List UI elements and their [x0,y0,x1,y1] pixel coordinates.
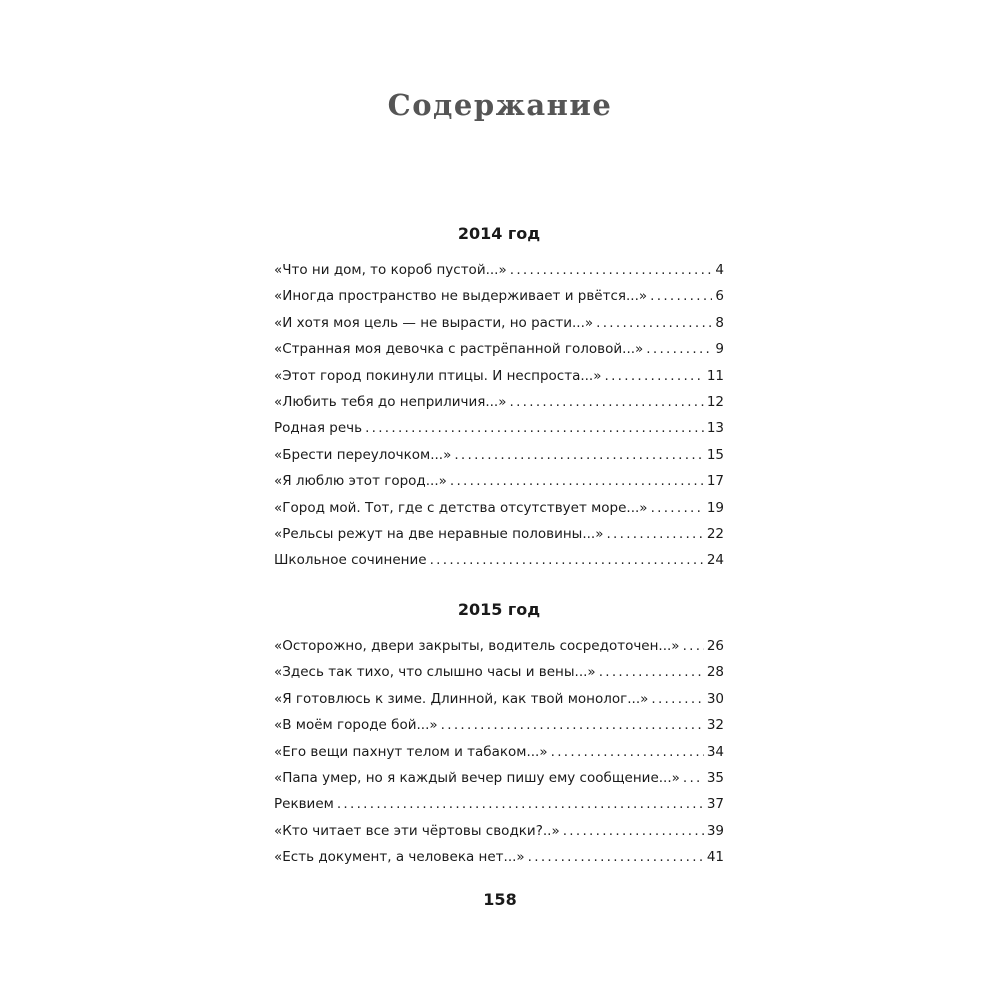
toc-list [274,633,724,871]
dot-leader [596,310,712,336]
entry-title: «Любить тебя до неприличия...» [274,393,507,410]
dot-leader [365,415,704,441]
entry-page-number: 8 [715,314,724,331]
page-number: 158 [483,890,517,909]
entry-page-number: 26 [706,638,724,654]
entry-title: «Его вещи пахнут телом и табаком...» [274,743,548,760]
dot-leader [651,686,703,712]
entry-page-number: 41 [706,849,724,866]
entry-title: «В моём городе бой...» [274,717,438,734]
entry-title: «Кто читает все эти чёртовы сводки?..» [274,822,560,839]
toc-entry [274,468,724,494]
dot-leader [606,521,703,547]
entry-title: «Папа умер, но я каждый вечер пишу ему сообщение...» [274,769,680,786]
entry-title: «Этот город покинули птицы. И неспроста...» [274,367,602,384]
toc-entry [274,495,724,521]
page-title: Содержание [387,88,613,122]
toc-entry [274,363,724,389]
toc-entry [274,442,724,468]
entry-title: Реквием [274,796,334,813]
entry-title: «Здесь так тихо, что слышно часы и вены...» [274,664,596,681]
entry-page-number: 34 [706,743,724,760]
entry-page-number: 30 [706,690,724,707]
entry-title: «Город мой. Тот, где с детства отсутствует море...» [274,499,648,516]
dot-leader [563,818,704,844]
entry-page-number: 17 [706,473,724,490]
entry-title: «Я люблю этот город...» [274,473,447,490]
toc-entry [274,415,724,441]
toc-entry [274,310,724,336]
entry-page-number: 32 [706,717,724,734]
section-heading: 2015 год [457,600,541,619]
entry-title: Родная речь [274,420,363,437]
toc-entry [274,818,724,844]
dot-leader [551,739,704,765]
dot-leader [510,389,704,415]
entry-title: «Рельсы режут на две неравные половины...» [274,525,604,542]
dot-leader [683,765,704,791]
dot-leader [604,363,703,389]
toc-entry [274,336,724,362]
dot-leader [651,495,704,521]
entry-page-number: 11 [706,367,724,384]
dot-leader [337,791,704,817]
toc-entry [274,844,724,870]
entry-page-number: 13 [706,420,724,437]
dot-leader [454,442,703,468]
toc-list [274,257,724,574]
dot-leader [683,633,704,659]
entry-title: «Иногда пространство не выдерживает и рвётся...» [274,288,648,305]
entry-page-number: 24 [706,552,724,569]
toc-entry [274,791,724,817]
entry-page-number: 35 [706,769,724,786]
entry-page-number: 4 [715,262,724,278]
entry-page-number: 37 [706,796,724,813]
dot-leader [646,336,712,362]
entry-page-number: 22 [706,525,724,542]
entry-page-number: 12 [706,393,724,410]
dot-leader [430,547,704,573]
toc-entry [274,659,724,685]
toc-entry [274,257,724,283]
toc-entry [274,712,724,738]
entry-title: «Странная моя девочка с растрёпанной головой...» [274,341,644,358]
entry-title: «И хотя моя цель — не вырасти, но расти...» [274,314,594,331]
dot-leader [599,659,704,685]
entry-title: «Я готовлюсь к зиме. Длинной, как твой монолог...» [274,690,649,707]
entry-title: Школьное сочинение [274,552,427,569]
toc-entry [274,686,724,712]
entry-page-number: 15 [706,446,724,463]
toc-section-2014 [274,222,724,574]
dot-leader [528,844,704,870]
entry-title: «Есть документ, а человека нет...» [274,849,525,866]
dot-leader [650,283,712,309]
entry-page-number: 6 [715,288,724,305]
toc-entry [274,633,724,659]
toc-entry [274,765,724,791]
entry-title: «Осторожно, двери закрыты, водитель сосредоточен...» [274,638,680,654]
section-heading: 2014 год [457,224,541,243]
toc-entry [274,547,724,573]
entry-page-number: 39 [706,822,724,839]
toc-entry [274,521,724,547]
toc-entry [274,739,724,765]
toc-section-2015 [274,598,724,871]
entry-page-number: 9 [715,341,724,358]
entry-title: «Что ни дом, то короб пустой...» [274,262,507,278]
entry-title: «Брести переулочком...» [274,446,452,463]
entry-page-number: 19 [706,499,724,516]
dot-leader [450,468,704,494]
toc-entry [274,389,724,415]
entry-page-number: 28 [706,664,724,681]
dot-leader [510,257,713,283]
toc-entry [274,283,724,309]
dot-leader [441,712,704,738]
